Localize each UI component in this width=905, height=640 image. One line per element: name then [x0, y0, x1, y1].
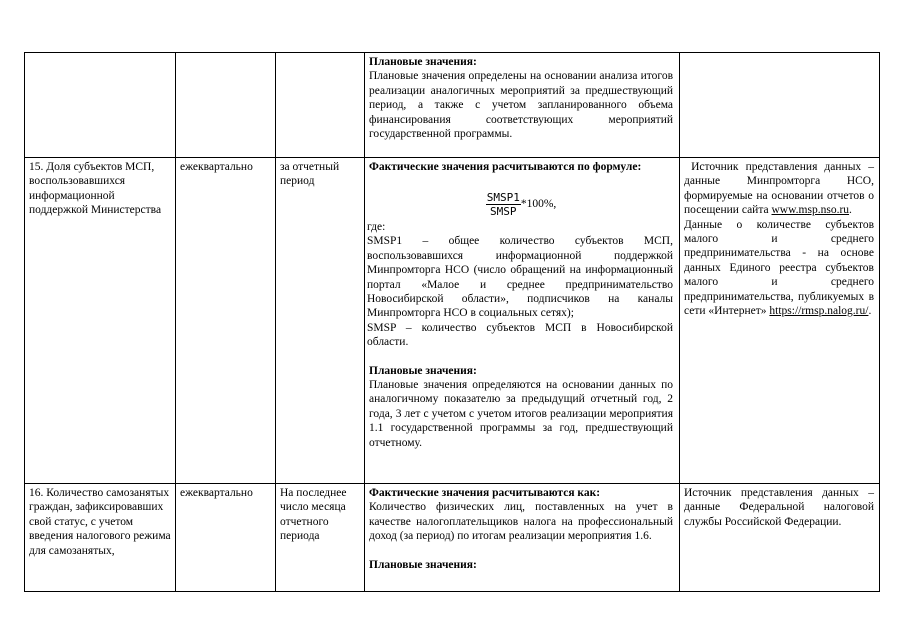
row15-period-text: за отчетный период — [280, 161, 340, 188]
row16-calculation-cell — [369, 486, 673, 572]
row15-plan-text: Плановые значения определяются на основании данных по аналогичному показателю за предыдущий отчетный год, 2 года, 3 лет с учетом с учетом итогов реализации мероприятия 1.1 государственной программы за год, предшествующий отчетному. — [369, 379, 673, 449]
row15-source1-link[interactable]: www.msp.nso.ru — [771, 204, 850, 217]
table-top-border — [24, 52, 880, 53]
table-bottom-border — [24, 591, 880, 592]
row15-source2-end: . — [868, 305, 872, 318]
column-border-4 — [679, 52, 680, 592]
column-border-right — [879, 52, 880, 592]
column-border-left — [24, 52, 25, 592]
row15-source1: Источник представления данных – данные Минпромторга НСО, формируемые на основании отчетов о посещении сайта — [684, 161, 874, 217]
row16-indicator-name — [29, 486, 173, 558]
row16-fact-text: Количество физических лиц, поставленных на учет в качестве налогоплательщиков налога на профессиональный доход (за период) по итогам реализации мероприятия 1.6. — [369, 501, 673, 543]
row16-period-text: На последнее число месяца отчетного периода — [280, 487, 347, 543]
row14-calculation-cell — [369, 55, 673, 141]
row16-name-text: 16. Количество самозанятых граждан, зафиксировавших свой статус, с учетом введения налогового режима для самозанятых, — [29, 487, 171, 557]
row15-def1: SMSP1 – общее количество субъектов МСП, воспользовавшихся информационной поддержкой Минпромторга НСО (число обращений на информационный портал «Малое и среднее предпринимательство Новосибирской области», подписчиков на каналы Минпромторга НСО в социальных сетях); — [367, 235, 673, 320]
row15-source2-link[interactable]: https://rmsp.nalog.ru/ — [769, 305, 869, 318]
formula-tail: *100%, — [520, 198, 557, 210]
row16-source-cell — [684, 486, 874, 529]
row15-definitions — [369, 220, 673, 450]
row14-plan-heading: Плановые значения: — [369, 56, 477, 68]
column-border-3 — [364, 52, 365, 592]
formula-denominator: SMSP — [490, 205, 517, 218]
row15-calculation-cell — [369, 160, 673, 174]
row15-source-cell — [684, 160, 874, 318]
row15-source2: Данные о количестве субъектов малого и среднего предпринимательства - на основе данных Единого реестра субъектов малого и среднего предпринимательства, публикуемых в сети «Интернет» — [684, 218, 874, 318]
row15-period — [280, 160, 362, 189]
row15-def2: SMSP – количество субъектов МСП в Новосибирской области. — [367, 321, 673, 349]
row16-source: Источник представления данных – данные Федеральной налоговой службы Российской Федерации. — [684, 487, 874, 528]
row-divider-14-15 — [24, 157, 880, 158]
row16-frequency-text: ежеквартально — [180, 487, 253, 499]
row-divider-15-16 — [24, 483, 880, 484]
row16-period — [280, 486, 362, 544]
row15-name-text: 15. Доля субъектов МСП, воспользовавшихся информационной поддержкой Министерства — [29, 161, 162, 217]
row15-where: где: — [367, 221, 386, 233]
row15-fact-heading: Фактические значения расчитываются по формуле: — [369, 161, 642, 173]
formula-numerator: SMSP1 — [486, 191, 520, 204]
row15-frequency — [180, 160, 272, 174]
row16-frequency — [180, 486, 272, 500]
row15-frequency-text: ежеквартально — [180, 161, 253, 173]
row15-formula — [369, 190, 673, 220]
row16-plan-heading: Плановые значения: — [369, 558, 477, 571]
row15-plan-heading: Плановые значения: — [369, 364, 477, 377]
row15-source1-end: . — [849, 204, 852, 217]
column-border-1 — [175, 52, 176, 592]
column-border-2 — [275, 52, 276, 592]
row14-plan-text: Плановые значения определены на основании анализа итогов реализации аналогичных мероприятий за предшествующий период, а также с учетом запланированного объема финансирования соответствующих мероприятий государственной программы. — [369, 70, 673, 141]
row15-indicator-name — [29, 160, 169, 218]
row16-fact-heading: Фактические значения расчитываются как: — [369, 487, 601, 499]
